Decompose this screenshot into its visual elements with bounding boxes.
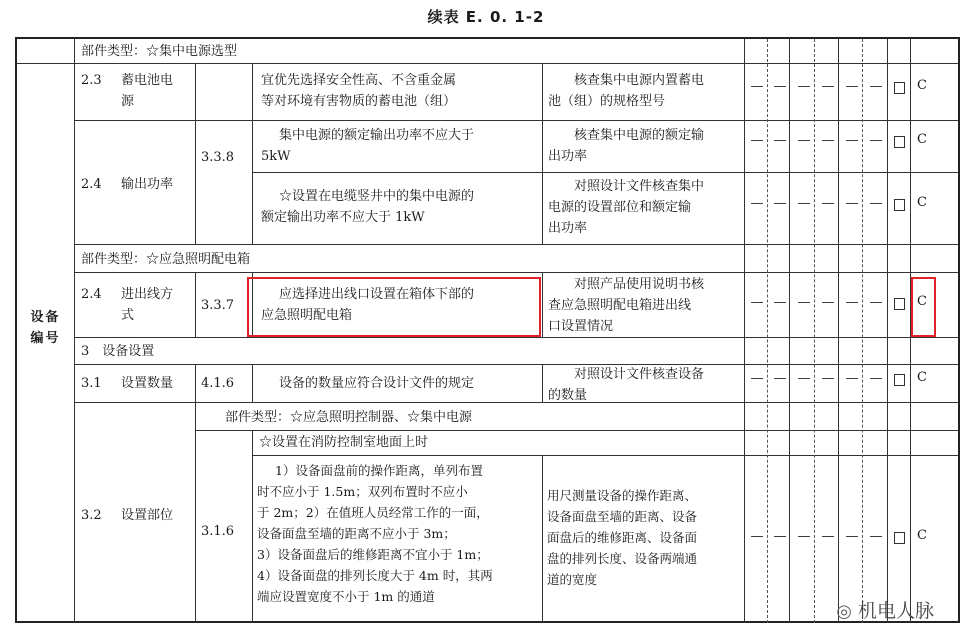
not-applicable-dash: — (750, 196, 764, 211)
not-applicable-dash: — (845, 295, 859, 310)
requirement-text (257, 460, 541, 607)
not-applicable-dash: — (797, 529, 811, 544)
requirement-line: ☆设置在电缆竖井中的集中电源的 (279, 189, 475, 204)
checkbox[interactable] (894, 82, 905, 94)
not-applicable-dash: — (773, 79, 787, 94)
method-line: 核查集中电源的额定输 (574, 128, 705, 143)
col-divider (542, 63, 543, 244)
row-divider (74, 364, 958, 365)
item-name: 设置数量 (121, 376, 174, 391)
watermark (836, 596, 934, 623)
not-applicable-dash: — (845, 79, 859, 94)
method-line: 对照设计文件核查集中 (574, 179, 705, 194)
check-method (548, 70, 742, 112)
check-method (548, 125, 742, 167)
requirement-line: 4）设备面盘的排列长度大于 4m 时，其两 (257, 568, 493, 583)
row-divider (17, 63, 958, 64)
not-applicable-dash: — (845, 529, 859, 544)
not-applicable-dash: — (821, 133, 835, 148)
item-number: 2.3 (81, 73, 102, 88)
not-applicable-dash: — (845, 371, 859, 386)
section-header: ☆设置在消防控制室地面上时 (259, 435, 429, 450)
not-applicable-dash: — (797, 196, 811, 211)
method-line: 用尺测量设备的操作距离、 (547, 488, 698, 503)
grade-label: C (917, 528, 927, 543)
check-method (548, 274, 742, 337)
grade-label: C (917, 370, 927, 385)
table-title: 续表 E. 0. 1-2 (427, 8, 545, 26)
not-applicable-dash: — (869, 79, 883, 94)
col-divider (887, 39, 888, 623)
item-number: 3.2 (81, 508, 102, 523)
method-line: 对照产品使用说明书核 (574, 277, 705, 292)
not-applicable-dash: — (821, 371, 835, 386)
header-line: 编号 (30, 331, 61, 346)
requirement-line: 额定输出功率不应大于 1kW (261, 210, 425, 225)
check-method (548, 176, 742, 239)
method-line: 盘的排列长度、设备两端通 (547, 551, 698, 566)
method-line: 出功率 (548, 221, 588, 236)
row-divider (74, 337, 958, 338)
clause-number: 3.3.8 (201, 150, 235, 165)
requirement-line: 于 2m；2）在值班人员经常工作的一面， (257, 505, 489, 520)
method-line: 核查集中电源内置蓄电 (574, 73, 705, 88)
col-divider (542, 364, 543, 402)
grade-label: C (917, 195, 927, 210)
method-line: 对照设计文件核查设备 (574, 367, 705, 382)
requirement-text (261, 125, 539, 167)
not-applicable-dash: — (869, 529, 883, 544)
requirement-line: 设备面盘至墙的距离不应小于 3m； (257, 526, 456, 541)
item-name (121, 70, 195, 112)
item-name-line: 式 (121, 308, 135, 323)
row-divider (252, 455, 958, 456)
requirement-line: 1）设备面盘前的操作距离，单列布置 (275, 463, 483, 478)
not-applicable-dash: — (750, 529, 764, 544)
requirement-line: 端应设置宽度不小于 1m 的通道 (257, 589, 435, 604)
col-divider (195, 272, 196, 337)
col-divider (542, 455, 543, 623)
item-number: 2.4 (81, 177, 102, 192)
checkbox[interactable] (894, 298, 905, 310)
not-applicable-dash: — (773, 529, 787, 544)
row-divider (195, 430, 958, 431)
col-divider (252, 63, 253, 244)
col-divider (542, 272, 543, 337)
row-divider (74, 120, 958, 121)
requirement-line: 宜优先选择安全性高、不含重金属 (261, 73, 457, 88)
col-divider (862, 39, 863, 623)
checkbox[interactable] (894, 374, 905, 386)
row-divider (74, 402, 958, 403)
not-applicable-dash: — (773, 371, 787, 386)
row-divider (74, 244, 958, 245)
not-applicable-dash: — (869, 295, 883, 310)
item-name (121, 284, 195, 326)
watermark-text: 机电人脉 (857, 600, 934, 622)
col-divider (744, 39, 745, 623)
grade-label: C (917, 132, 927, 147)
method-line: 道的宽度 (547, 572, 598, 587)
requirement-text: 设备的数量应符合设计文件的规定 (279, 376, 475, 391)
device-number-header (17, 307, 74, 349)
clause-number: 3.1.6 (201, 524, 235, 539)
checkbox[interactable] (894, 136, 905, 148)
requirement-text (261, 186, 539, 228)
clause-number: 3.3.7 (201, 298, 235, 313)
item-name-line: 进出线方 (121, 287, 174, 302)
col-divider (838, 39, 839, 623)
checkbox[interactable] (894, 199, 905, 211)
method-line: 口设置情况 (548, 319, 614, 334)
method-line: 设备面盘至墙的距离、设备 (547, 509, 698, 524)
check-method (548, 364, 742, 406)
col-divider (195, 364, 196, 623)
item-name-line: 源 (121, 94, 135, 109)
requirement-line: 时不应小于 1.5m；双列布置时不应小 (257, 484, 468, 499)
requirement-text (261, 70, 539, 112)
not-applicable-dash: — (797, 79, 811, 94)
row-divider (252, 172, 958, 173)
section-header: 部件类型：☆应急照明控制器、☆集中电源 (225, 410, 473, 425)
method-line: 电源的设置部位和额定输 (548, 200, 692, 215)
not-applicable-dash: — (750, 295, 764, 310)
requirement-line: 3）设备面盘后的维修距离不宜小于 1m； (257, 547, 489, 562)
not-applicable-dash: — (773, 133, 787, 148)
inspection-table (15, 37, 960, 623)
not-applicable-dash: — (750, 133, 764, 148)
requirement-line: 等对环境有害物质的蓄电池（组） (261, 94, 457, 109)
section-header: 3 设备设置 (81, 344, 155, 359)
section-header: 部件类型：☆应急照明配电箱 (81, 252, 251, 267)
col-divider (74, 39, 75, 623)
row-divider (74, 272, 958, 273)
item-name: 输出功率 (121, 177, 174, 192)
col-divider (789, 39, 790, 623)
requirement-line: 集中电源的额定输出功率不应大于 (279, 128, 475, 143)
method-line: 查应急照明配电箱进出线 (548, 298, 692, 313)
item-number: 2.4 (81, 287, 102, 302)
not-applicable-dash: — (797, 133, 811, 148)
col-divider (195, 63, 196, 244)
header-line: 设备 (30, 310, 61, 325)
col-divider (767, 39, 768, 623)
not-applicable-dash: — (821, 79, 835, 94)
not-applicable-dash: — (750, 79, 764, 94)
not-applicable-dash: — (845, 196, 859, 211)
checkbox[interactable] (894, 532, 905, 544)
requirement-line: 应选择进出线口设置在箱体下部的 (279, 287, 475, 302)
method-line: 面盘后的维修距离、设备面 (547, 530, 698, 545)
check-method (547, 485, 743, 590)
not-applicable-dash: — (773, 196, 787, 211)
section-header: 部件类型：☆集中电源选型 (81, 44, 238, 59)
chat-bubble-icon: ◎ (836, 601, 852, 622)
clause-number: 4.1.6 (201, 376, 235, 391)
not-applicable-dash: — (869, 371, 883, 386)
item-number: 3.1 (81, 376, 102, 391)
method-line: 出功率 (548, 149, 588, 164)
not-applicable-dash: — (821, 529, 835, 544)
not-applicable-dash: — (797, 295, 811, 310)
grade-label: C (917, 294, 927, 309)
not-applicable-dash: — (773, 295, 787, 310)
col-divider (814, 39, 815, 623)
requirement-line: 5kW (261, 149, 291, 164)
not-applicable-dash: — (869, 133, 883, 148)
requirement-line: 应急照明配电箱 (261, 308, 353, 323)
not-applicable-dash: — (845, 133, 859, 148)
not-applicable-dash: — (821, 196, 835, 211)
not-applicable-dash: — (869, 196, 883, 211)
highlight-box-requirement (247, 277, 541, 337)
item-name-line: 蓄电池电 (121, 73, 174, 88)
col-divider (252, 364, 253, 402)
not-applicable-dash: — (750, 371, 764, 386)
not-applicable-dash: — (797, 371, 811, 386)
col-divider (252, 430, 253, 623)
not-applicable-dash: — (821, 295, 835, 310)
method-line: 的数量 (548, 388, 588, 403)
method-line: 池（组）的规格型号 (548, 94, 666, 109)
item-name: 设置部位 (121, 508, 174, 523)
grade-label: C (917, 78, 927, 93)
